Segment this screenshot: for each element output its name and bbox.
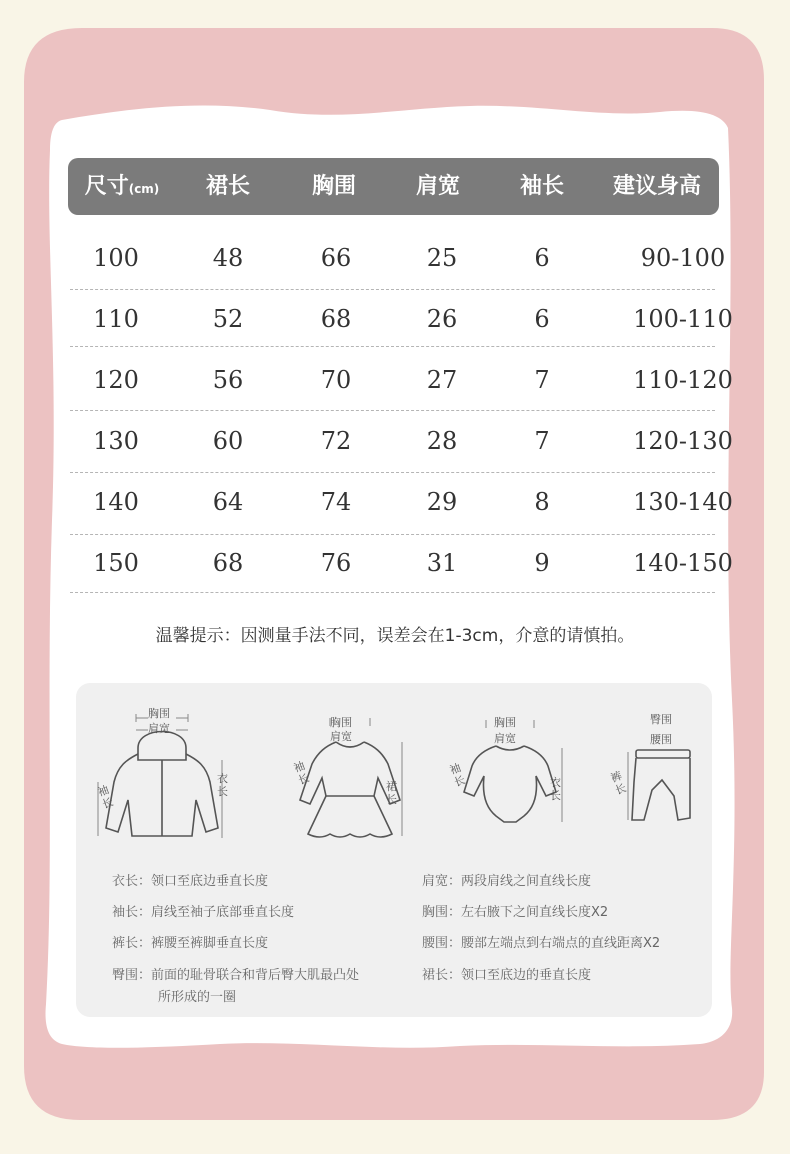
definition-sleeve-length: 袖长：肩线至袖子底部垂直长度 bbox=[112, 905, 295, 920]
cell-skirt-length: 48 bbox=[212, 244, 244, 272]
cell-chest: 76 bbox=[320, 549, 352, 577]
definition-hip: 臀围：前面的耻骨联合和背后臀大肌最凸处 bbox=[112, 968, 360, 983]
pants-length-label: 裤长 bbox=[608, 769, 629, 798]
table-row bbox=[70, 472, 733, 533]
measurement-tip: 温馨提示：因测量手法不同，误差会在1-3cm，介意的请慎拍。 bbox=[155, 626, 635, 646]
romper-shoulder-label: 肩宽 bbox=[494, 732, 516, 745]
cell-size: 130 bbox=[93, 427, 139, 455]
cell-chest: 72 bbox=[320, 427, 352, 455]
cell-size: 110 bbox=[93, 305, 139, 333]
header-skirt-length: 裙长 bbox=[205, 174, 250, 199]
cell-height: 90-100 bbox=[640, 244, 726, 272]
cell-height: 110-120 bbox=[633, 366, 733, 394]
cell-sleeve: 9 bbox=[534, 549, 550, 577]
definition-chest: 胸围：左右腋下之间直线长度X2 bbox=[422, 905, 609, 920]
cell-shoulder: 28 bbox=[426, 427, 458, 455]
cell-size: 100 bbox=[93, 244, 139, 272]
cell-sleeve: 6 bbox=[534, 305, 550, 333]
pants-hip-label: 臀围 bbox=[650, 713, 672, 726]
definition-garment-length: 衣长：领口至底边垂直长度 bbox=[112, 874, 269, 889]
cell-shoulder: 31 bbox=[426, 549, 458, 577]
cell-chest: 66 bbox=[320, 244, 352, 272]
table-row bbox=[70, 533, 733, 594]
table-row bbox=[70, 411, 733, 472]
cell-skirt-length: 52 bbox=[212, 305, 244, 333]
cell-height: 140-150 bbox=[633, 549, 733, 577]
cell-chest: 68 bbox=[320, 305, 352, 333]
cell-skirt-length: 60 bbox=[212, 427, 244, 455]
cell-height: 100-110 bbox=[633, 305, 733, 333]
definition-pants-length: 裤长：裤腰至裤脚垂直长度 bbox=[112, 936, 269, 951]
romper-sleeve-label: 袖长 bbox=[447, 761, 468, 790]
definition-waist: 腰围：腰部左端点到右端点的直线距离X2 bbox=[422, 936, 661, 951]
table-row bbox=[70, 289, 733, 350]
cell-skirt-length: 64 bbox=[212, 488, 244, 516]
size-table-header bbox=[68, 158, 719, 215]
header-size: 尺寸(cm) bbox=[84, 174, 160, 199]
header-sleeve: 袖长 bbox=[519, 174, 564, 199]
header-chest: 胸围 bbox=[311, 174, 356, 199]
dress-shoulder-label: 肩宽 bbox=[330, 730, 352, 743]
cell-size: 150 bbox=[93, 549, 139, 577]
cell-chest: 70 bbox=[320, 366, 352, 394]
cell-skirt-length: 68 bbox=[212, 549, 244, 577]
cell-chest: 74 bbox=[320, 488, 352, 516]
cell-skirt-length: 56 bbox=[212, 366, 244, 394]
jacket-chest-label: 胸围 bbox=[148, 707, 170, 720]
cell-shoulder: 29 bbox=[426, 488, 458, 516]
cell-size: 120 bbox=[93, 366, 139, 394]
cell-shoulder: 25 bbox=[426, 244, 458, 272]
definition-shoulder: 肩宽：两段肩线之间直线长度 bbox=[422, 874, 592, 889]
cell-shoulder: 27 bbox=[426, 366, 458, 394]
cell-sleeve: 7 bbox=[534, 366, 550, 394]
jacket-shoulder-label: 肩宽 bbox=[148, 722, 170, 735]
cell-shoulder: 26 bbox=[426, 305, 458, 333]
row-divider bbox=[70, 592, 715, 593]
cell-size: 140 bbox=[93, 488, 139, 516]
dress-chest-label: 胸围 bbox=[330, 716, 352, 729]
jacket-length-label: 衣长 bbox=[217, 772, 228, 798]
row-divider bbox=[70, 346, 715, 347]
definition-skirt-length: 裙长：领口至底边的垂直长度 bbox=[422, 968, 592, 983]
jacket-sleeve-label: 袖长 bbox=[95, 783, 116, 812]
cell-height: 120-130 bbox=[633, 427, 733, 455]
dress-length-label: 裙长 bbox=[386, 780, 397, 806]
table-row bbox=[70, 350, 733, 411]
header-shoulder: 肩宽 bbox=[415, 174, 460, 199]
header-height: 建议身高 bbox=[612, 174, 701, 199]
cell-sleeve: 8 bbox=[534, 488, 550, 516]
definition-hip-continued: 所形成的一圈 bbox=[158, 990, 237, 1005]
size-unit: (cm) bbox=[128, 182, 160, 196]
cell-sleeve: 6 bbox=[534, 244, 550, 272]
table-row bbox=[70, 228, 726, 289]
romper-length-label: 衣长 bbox=[550, 776, 561, 802]
romper-chest-label: 胸围 bbox=[494, 716, 516, 729]
pants-waist-label: 腰围 bbox=[650, 733, 672, 746]
dress-sleeve-label: 袖长 bbox=[291, 759, 312, 788]
romper-icon bbox=[446, 712, 576, 838]
cell-sleeve: 7 bbox=[534, 427, 550, 455]
cell-height: 130-140 bbox=[633, 488, 733, 516]
